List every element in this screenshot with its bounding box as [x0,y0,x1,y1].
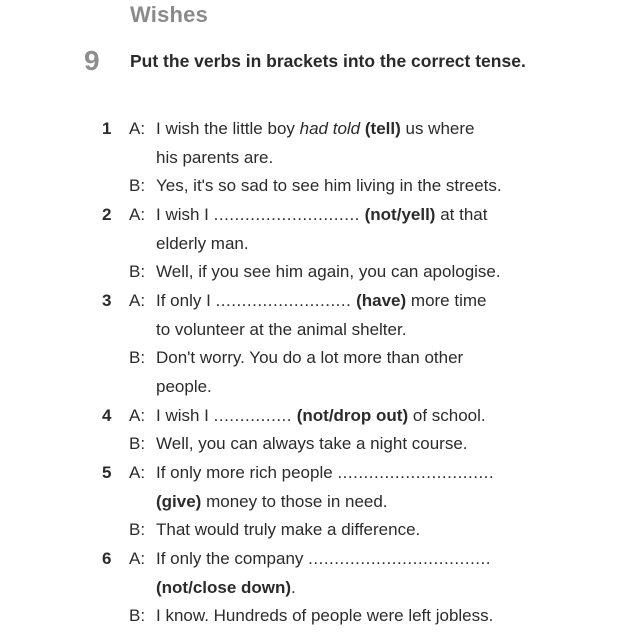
verb-cue: (tell) [364,119,401,138]
speaker-label: B: [129,520,146,539]
speaker-label: A: [129,463,146,482]
sentence-text: I know. Hundreds of people were left jobless. [156,606,494,625]
sentence-text: I wish the little boy had told (tell) us where [156,119,475,138]
answer-blank[interactable]: .......................... [215,291,352,310]
section-title: Wishes [130,2,209,27]
sentence-text: Yes, it's so sad to see him living in the streets. [156,176,502,195]
exercise-instruction: Put the verbs in brackets into the correct tense. [130,51,526,71]
verb-cue: (not/drop out) [296,406,409,425]
item-number: 1 [102,119,112,138]
sentence-text: I wish I ............................ (not/yell) at that [156,205,488,224]
item-number: 4 [102,406,112,425]
sentence-text: That would truly make a difference. [156,520,421,539]
item-number: 6 [102,549,112,568]
sentence-text: If only more rich people .............................. [156,463,495,482]
worksheet-page: Wishes 9 Put the verbs in brackets into the correct tense. 1 A: I wish the little boy had told (tell) us where his parents are. B: Yes, it's so sad to see him living in the streets. 2 A: I wish I ............................ (not/yell) at that elderly man. B: Well, if you see him again, you can apologise. 3 A: If only I .......................... (have) more time to volunteer at the animal shelter. B: Don't worry. You do a lot more than other people. 4 A: I wish I ............... (not/drop out) of school. B: Well, you can always take a night course. 5 A: If only more rich people .............................. (give) money to those in need. B: That would truly make a difference. 6 A: If only the company ................................... (not/close down). B: I know. Hundreds of people were left jobless. [0,0,640,640]
speaker-label: B: [129,606,146,625]
speaker-label: B: [129,348,146,367]
answer-blank[interactable]: ............................ [213,205,360,224]
sentence-text: Well, you can always take a night course. [156,434,468,453]
sentence-text: If only I .......................... (have) more time [156,291,487,310]
verb-cue: (not/yell) [364,205,436,224]
example-answer: had told [299,119,361,138]
sentence-text: Well, if you see him again, you can apologise. [156,262,501,281]
item-number: 5 [102,463,112,482]
speaker-label: B: [129,434,146,453]
speaker-label: A: [129,291,146,310]
answer-blank[interactable]: ................................... [308,549,491,568]
answer-blank[interactable]: ............... [213,406,292,425]
item-number: 2 [102,205,112,224]
sentence-text: I wish I ............... (not/drop out) of school. [156,406,486,425]
speaker-label: B: [129,262,146,281]
speaker-label: A: [129,119,146,138]
exercise-number: 9 [84,45,100,76]
speaker-label: A: [129,549,146,568]
verb-cue: (give) [156,492,202,511]
speaker-label: A: [129,406,146,425]
sentence-text: Don't worry. You do a lot more than other [156,348,464,367]
verb-cue: (not/close down) [156,578,292,597]
verb-cue: (have) [356,291,407,310]
sentence-text: If only the company ................................... [156,549,491,568]
item-number: 3 [102,291,112,310]
speaker-label: B: [129,176,146,195]
answer-blank[interactable]: .............................. [337,463,495,482]
speaker-label: A: [129,205,146,224]
